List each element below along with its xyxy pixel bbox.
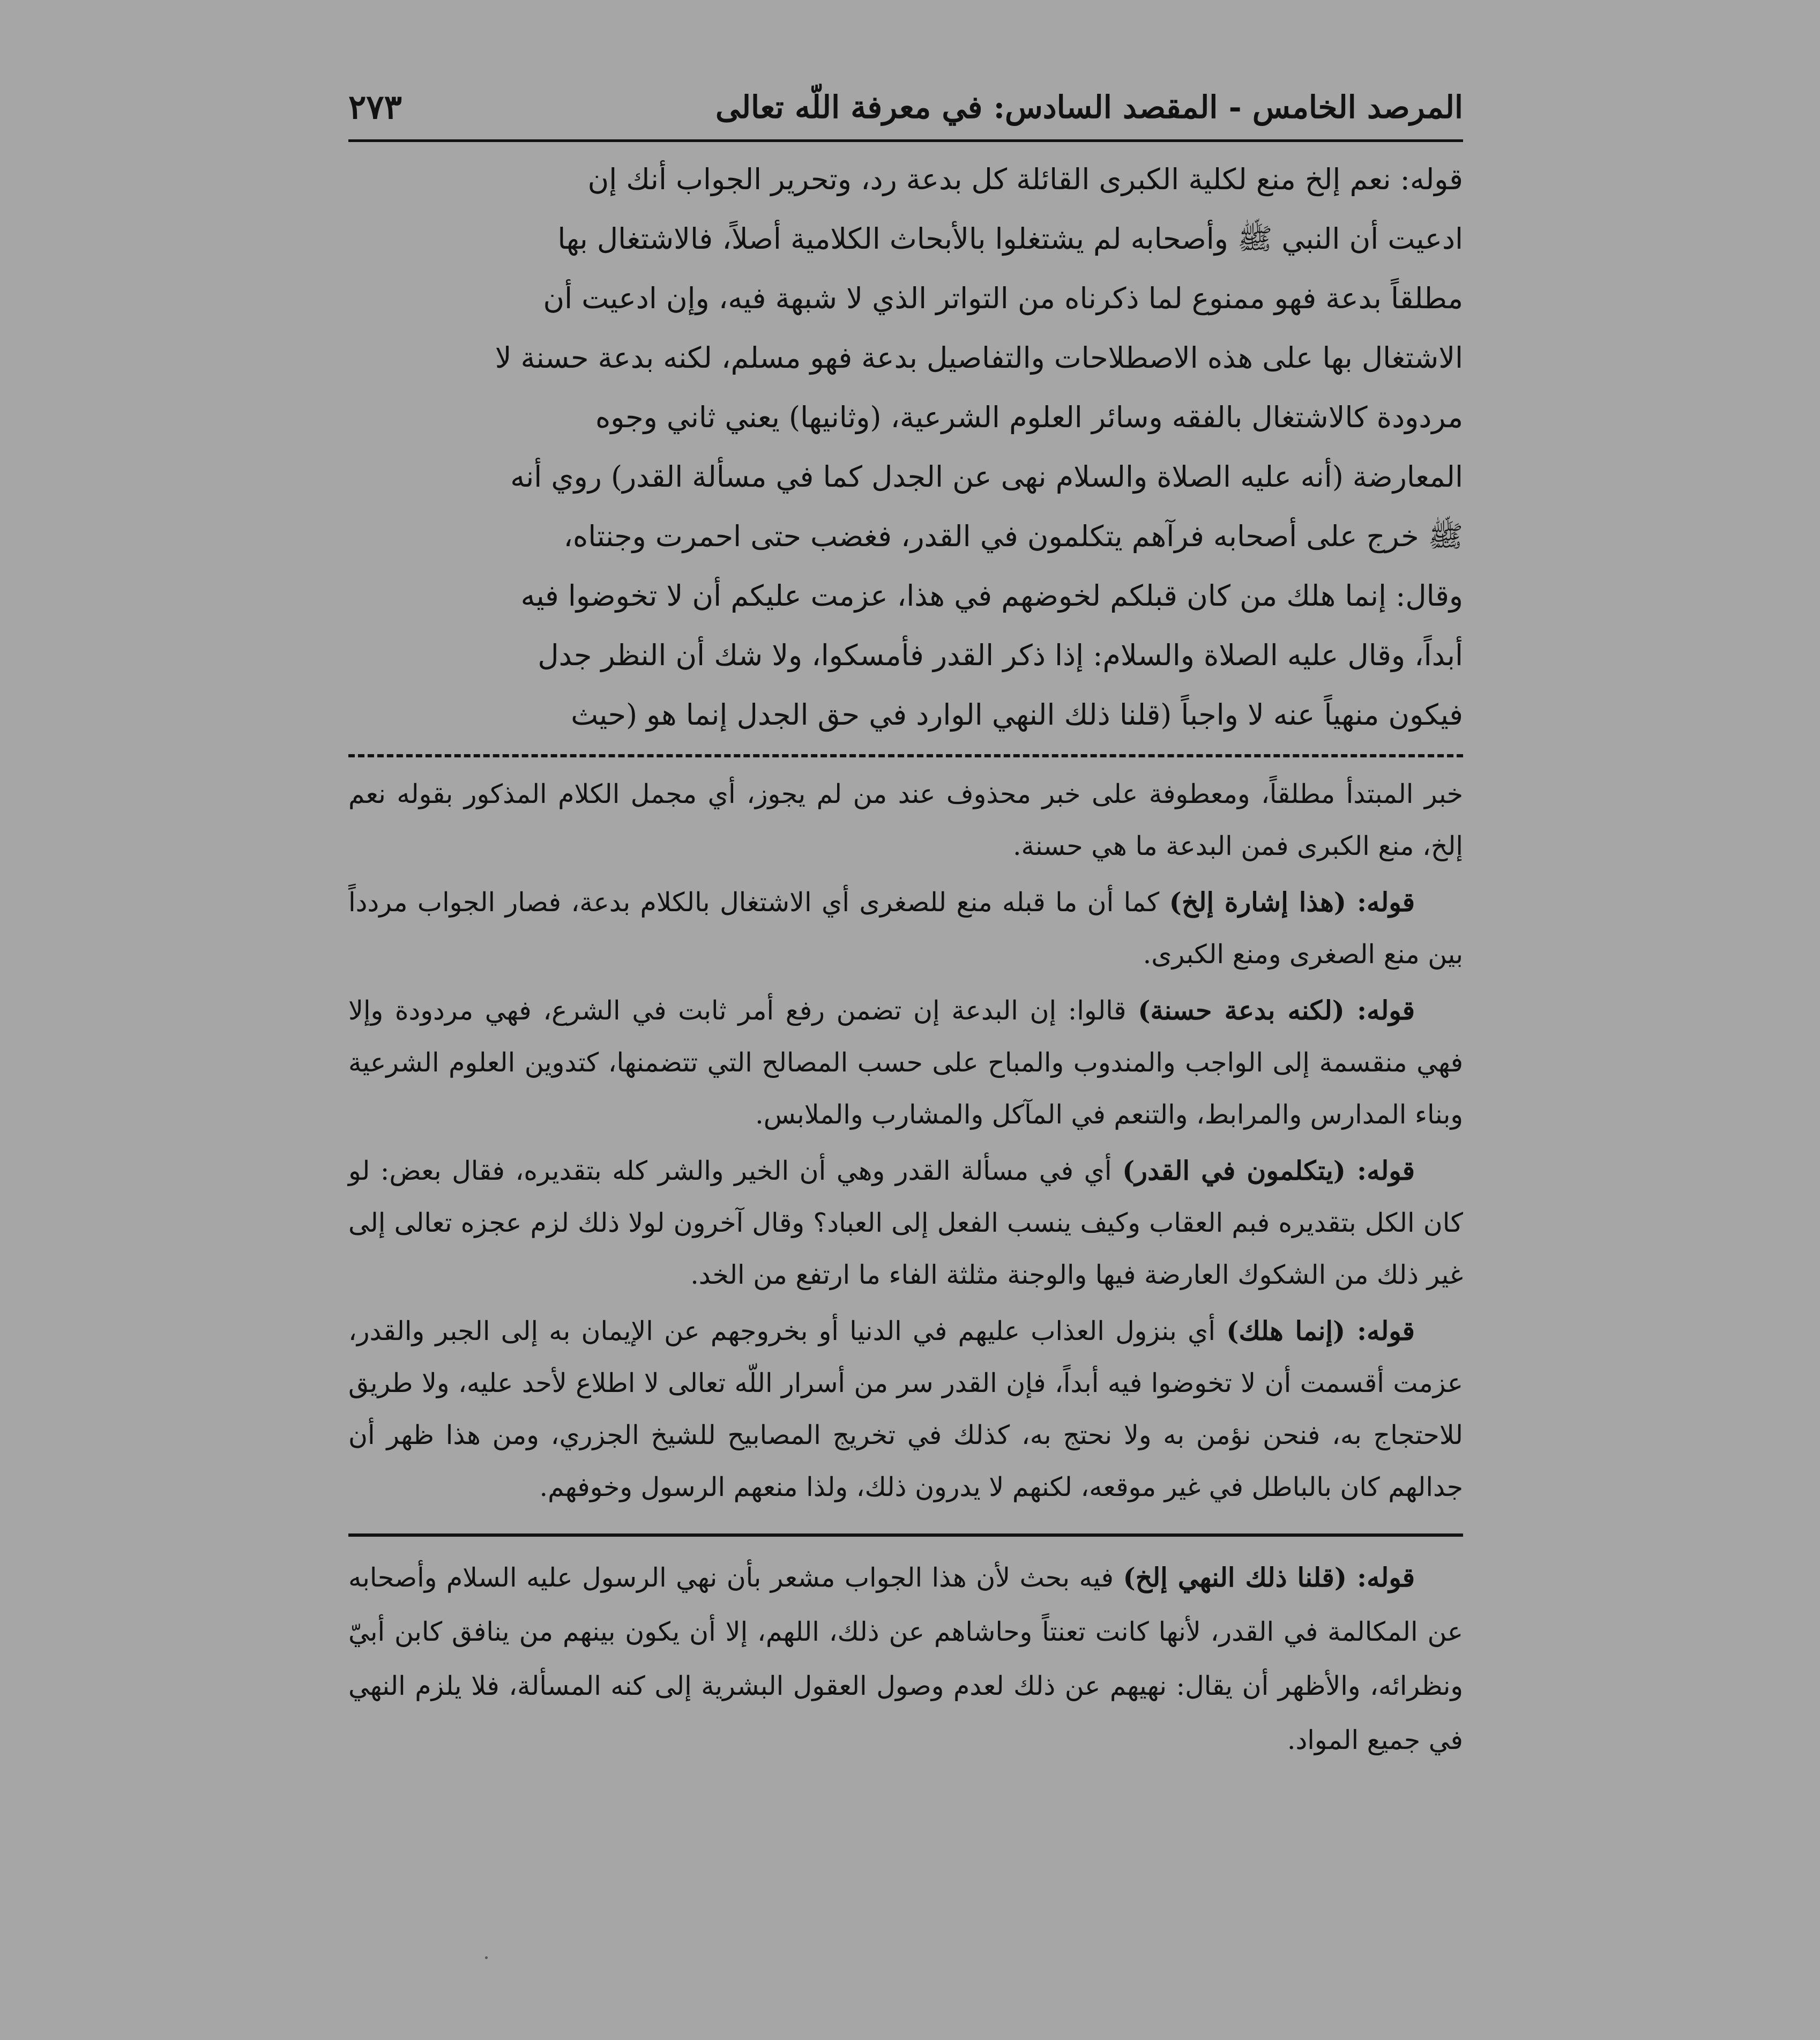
commentary-note: [348, 768, 1463, 872]
commentary-note: [348, 1145, 1463, 1301]
commentary-notes: [348, 768, 1463, 1513]
main-text-line: مطلقاً بدعة فهو ممنوع لما ذكرناه من التواتر الذي لا شبهة فيه، وإن ادعيت أن: [543, 281, 1463, 315]
book-page: [348, 80, 1463, 1793]
bottom-note: [348, 1551, 1463, 1767]
note-lead: قوله: (يتكلمون في القدر): [1122, 1155, 1415, 1186]
bottom-note-text: فيه بحث لأن هذا الجواب مشعر بأن نهي الرسول عليه السلام وأصحابه عن المكالمة في القدر، لأنها كانت تعنتاً وحاشاهم عن ذلك، اللهم، إلا أن يكون بينهم من ينافق كابن أبيّ ونظرائه، والأظهر أن يقال: نهيهم عن ذلك لعدم وصول العقول البشرية إلى كنه المسألة، فلا يلزم النهي في جميع المواد.: [348, 1562, 1463, 1755]
solid-separator: [348, 1533, 1463, 1537]
main-text-line: قوله: نعم إلخ منع لكلية الكبرى القائلة كل بدعة رد، وتحرير الجواب أنك إن: [587, 162, 1463, 196]
bottom-note-lead: قوله: (قلنا ذلك النهي إلخ): [1123, 1562, 1415, 1593]
main-text-line: المعارضة (أنه عليه الصلاة والسلام نهى عن الجدل كما في مسألة القدر) روي أنه: [510, 460, 1463, 494]
note-text: خبر المبتدأ مطلقاً، ومعطوفة على خبر محذوف عند من لم يجوز، أي مجمل الكلام المذكور بقوله نعم إلخ، منع الكبرى فمن البدعة ما هي حسنة.: [348, 779, 1463, 861]
note-text: أي بنزول العذاب عليهم في الدنيا أو بخروجهم عن الإيمان به إلى الجبر والقدر، عزمت أقسمت أن لا تخوضوا فيه أبداً، فإن القدر سر من أسرار اللّه تعالى لا اطلاع لأحد عليه، ولا طريق للاحتجاج به، فنحن نؤمن به ولا نحتج به، كذلك في تخريج المصابيح للشيخ الجزري، ومن هذا ظهر أن جدالهم كان بالباطل في غير موقعه، لكنهم لا يدرون ذلك، ولذا منعهم الرسول وخوفهم.: [348, 1316, 1463, 1502]
commentary-note: [348, 876, 1463, 980]
main-text-line: مردودة كالاشتغال بالفقه وسائر العلوم الشرعية، (وثانيها) يعني ثاني وجوه: [595, 400, 1463, 434]
commentary-note: [348, 985, 1463, 1141]
note-lead: قوله: (هذا إشارة إلخ): [1169, 887, 1415, 918]
dashed-separator: [348, 754, 1463, 757]
running-title: المرصد الخامس - المقصد السادس: في معرفة اللّه تعالى: [715, 89, 1463, 125]
main-text-line: وقال: إنما هلك من كان قبلكم لخوضهم في هذا، عزمت عليكم أن لا تخوضوا فيه: [520, 579, 1463, 613]
scan-speck: [485, 1956, 488, 1959]
note-text: أي في مسألة القدر وهي أن الخير والشر كله بتقديره، فقال بعض: لو كان الكل بتقديره فبم العقاب وكيف ينسب الفعل إلى العباد؟ وقال آخرون لولا ذلك لزم عجزه تعالى إلى غير ذلك من الشكوك العارضة فيها والوجنة مثلثة الفاء ما ارتفع من الخد.: [348, 1156, 1463, 1290]
page-header: [348, 80, 1463, 142]
note-text: قالوا: إن البدعة إن تضمن رفع أمر ثابت في الشرع، فهي مردودة وإلا فهي منقسمة إلى الواجب والمندوب والمباح على حسب المصالح التي تتضمنها، كتدوين العلوم الشرعية وبناء المدارس والمرابط، والتنعم في المآكل والمشارب والملابس.: [348, 995, 1463, 1130]
main-text-line: فيكون منهياً عنه لا واجباً (قلنا ذلك النهي الوارد في حق الجدل إنما هو (حيث: [571, 698, 1463, 732]
main-text-line: أبداً، وقال عليه الصلاة والسلام: إذا ذكر القدر فأمسكوا، ولا شك أن النظر جدل: [538, 638, 1463, 672]
note-text: كما أن ما قبله منع للصغرى أي الاشتغال بالكلام بدعة، فصار الجواب مردداً بين منع الصغرى ومنع الكبرى.: [348, 887, 1463, 970]
page-number: ٢٧٣: [348, 87, 402, 126]
note-lead: قوله: (لكنه بدعة حسنة): [1138, 995, 1415, 1026]
note-lead: قوله: (إنما هلك): [1226, 1315, 1415, 1346]
main-text-line: الاشتغال بها على هذه الاصطلاحات والتفاصيل بدعة فهو مسلم، لكنه بدعة حسنة لا: [495, 341, 1463, 375]
main-text-line: ﷺ خرج على أصحابه فرآهم يتكلمون في القدر، فغضب حتى احمرت وجنتاه،: [563, 519, 1463, 553]
commentary-note: [348, 1305, 1463, 1513]
main-text: [348, 150, 1463, 744]
main-text-line: ادعيت أن النبي ﷺ وأصحابه لم يشتغلوا بالأبحاث الكلامية أصلاً، فالاشتغال بها: [557, 222, 1463, 256]
